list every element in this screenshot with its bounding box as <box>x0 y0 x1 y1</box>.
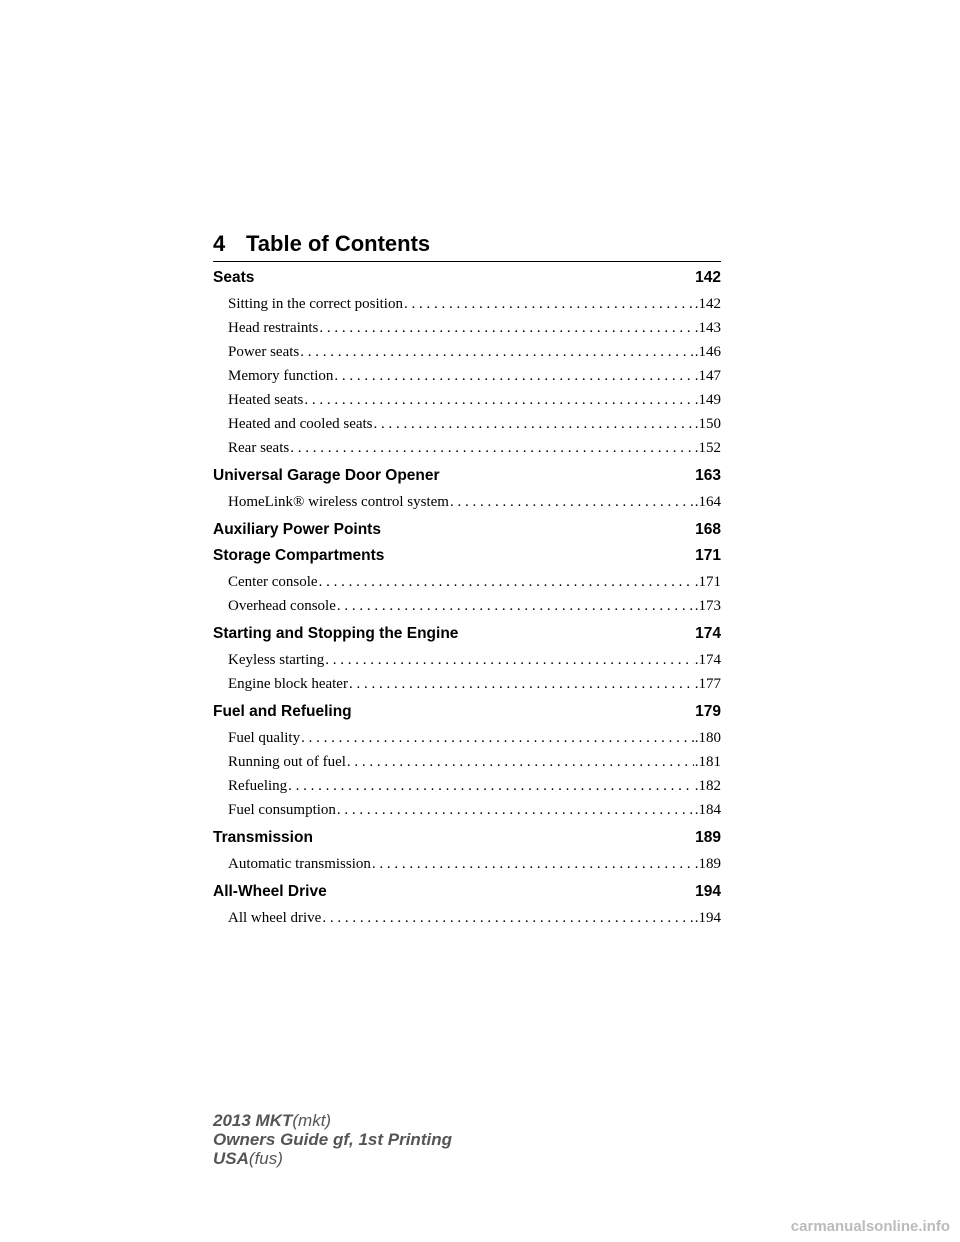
dot-leader <box>334 364 693 388</box>
dot-leader <box>301 726 694 750</box>
entry-page: .149 <box>694 392 721 408</box>
section-title: All-Wheel Drive <box>213 883 327 900</box>
entry-page: .184 <box>694 802 721 818</box>
entry-label: Heated and cooled seats <box>228 416 373 432</box>
entry-label: All wheel drive <box>228 910 322 926</box>
dot-leader <box>337 798 694 822</box>
entry-label: Fuel consumption <box>228 802 336 818</box>
toc-entry[interactable] <box>228 648 721 672</box>
page-header <box>213 229 721 262</box>
section-heading[interactable] <box>213 624 721 644</box>
section-heading[interactable] <box>213 882 721 902</box>
section-title: Universal Garage Door Opener <box>213 467 440 484</box>
footer-market: USA <box>213 1149 249 1168</box>
page-number: 4 <box>213 231 226 256</box>
dot-leader <box>349 672 694 696</box>
entry-page: .152 <box>694 440 721 456</box>
toc-entry[interactable] <box>228 672 721 696</box>
entry-page: .189 <box>694 856 721 872</box>
section-title: Starting and Stopping the Engine <box>213 625 459 642</box>
toc-section <box>213 828 721 876</box>
entry-page: .164 <box>694 494 721 510</box>
entry-label: Sitting in the correct position <box>228 296 403 312</box>
toc-entry[interactable] <box>228 570 721 594</box>
dot-leader <box>372 852 694 876</box>
entry-page: .177 <box>694 676 721 692</box>
entry-page: .147 <box>694 368 721 384</box>
entry-label: Center console <box>228 574 318 590</box>
toc-section <box>213 466 721 514</box>
section-heading[interactable] <box>213 520 721 540</box>
table-of-contents <box>213 268 721 936</box>
toc-entry[interactable] <box>228 750 721 774</box>
dot-leader <box>319 316 693 340</box>
toc-section <box>213 520 721 540</box>
section-title: Auxiliary Power Points <box>213 521 381 538</box>
page-title: Table of Contents <box>246 231 431 256</box>
entry-label: Keyless starting <box>228 652 325 668</box>
entry-page: .182 <box>694 778 721 794</box>
section-page: 142 <box>695 269 721 286</box>
dot-leader <box>337 594 694 618</box>
entry-label: Running out of fuel <box>228 754 346 770</box>
entry-page: .194 <box>694 910 721 926</box>
entry-label: Heated seats <box>228 392 304 408</box>
entry-page: .171 <box>694 574 721 590</box>
dot-leader <box>347 750 694 774</box>
entry-label: Engine block heater <box>228 676 348 692</box>
toc-entry[interactable] <box>228 852 721 876</box>
section-heading[interactable] <box>213 546 721 566</box>
footer-model-code: (mkt) <box>292 1111 332 1130</box>
entry-label: Automatic transmission <box>228 856 371 872</box>
entry-page: .180 <box>694 730 721 746</box>
entry-page: .150 <box>694 416 721 432</box>
toc-entry[interactable] <box>228 490 721 514</box>
section-page: 163 <box>695 467 721 484</box>
toc-entry[interactable] <box>228 292 721 316</box>
entry-page: .181 <box>694 754 721 770</box>
entry-page: .173 <box>694 598 721 614</box>
section-page: 194 <box>695 883 721 900</box>
entry-page: .143 <box>694 320 721 336</box>
section-page: 174 <box>695 625 721 642</box>
dot-leader <box>319 570 694 594</box>
entry-label: Memory function <box>228 368 334 384</box>
toc-section <box>213 268 721 460</box>
section-heading[interactable] <box>213 702 721 722</box>
entry-label: Rear seats <box>228 440 290 456</box>
dot-leader <box>290 436 694 460</box>
section-page: 168 <box>695 521 721 538</box>
entry-label: Power seats <box>228 344 300 360</box>
entry-label: Overhead console <box>228 598 336 614</box>
dot-leader <box>300 340 694 364</box>
toc-section <box>213 882 721 930</box>
toc-entry[interactable] <box>228 436 721 460</box>
entry-label: Head restraints <box>228 320 319 336</box>
watermark: carmanualsonline.info <box>790 1218 950 1235</box>
toc-entry[interactable] <box>228 798 721 822</box>
section-heading[interactable] <box>213 828 721 848</box>
section-title: Seats <box>213 269 255 286</box>
toc-entry[interactable] <box>228 774 721 798</box>
toc-section <box>213 624 721 696</box>
section-page: 171 <box>695 547 721 564</box>
entry-label: HomeLink® wireless control system <box>228 494 449 510</box>
footer <box>213 1111 452 1168</box>
dot-leader <box>322 906 693 930</box>
entry-page: .174 <box>694 652 721 668</box>
entry-label: Fuel quality <box>228 730 301 746</box>
section-title: Fuel and Refueling <box>213 703 352 720</box>
section-title: Storage Compartments <box>213 547 385 564</box>
toc-entry[interactable] <box>228 364 721 388</box>
toc-entry[interactable] <box>228 388 721 412</box>
section-page: 189 <box>695 829 721 846</box>
section-heading[interactable] <box>213 466 721 486</box>
footer-model: 2013 MKT <box>213 1111 293 1130</box>
toc-entry[interactable] <box>228 412 721 436</box>
dot-leader <box>325 648 694 672</box>
toc-entry[interactable] <box>228 906 721 930</box>
toc-entry[interactable] <box>228 316 721 340</box>
toc-entry[interactable] <box>228 594 721 618</box>
dot-leader <box>288 774 694 798</box>
dot-leader <box>304 388 693 412</box>
dot-leader <box>374 412 694 436</box>
section-title: Transmission <box>213 829 313 846</box>
entry-page: .146 <box>694 344 721 360</box>
section-heading[interactable] <box>213 268 721 288</box>
footer-line-2 <box>213 1130 452 1149</box>
section-page: 179 <box>695 703 721 720</box>
footer-printing: Owners Guide gf, 1st Printing <box>213 1130 452 1149</box>
footer-line-3 <box>213 1149 452 1168</box>
dot-leader <box>404 292 694 316</box>
toc-section <box>213 546 721 618</box>
footer-line-1 <box>213 1111 452 1130</box>
footer-market-code: (fus) <box>248 1149 283 1168</box>
toc-entry[interactable] <box>228 726 721 750</box>
dot-leader <box>450 490 694 514</box>
toc-entry[interactable] <box>228 340 721 364</box>
entry-label: Refueling <box>228 778 288 794</box>
entry-page: .142 <box>694 296 721 312</box>
toc-section <box>213 702 721 822</box>
